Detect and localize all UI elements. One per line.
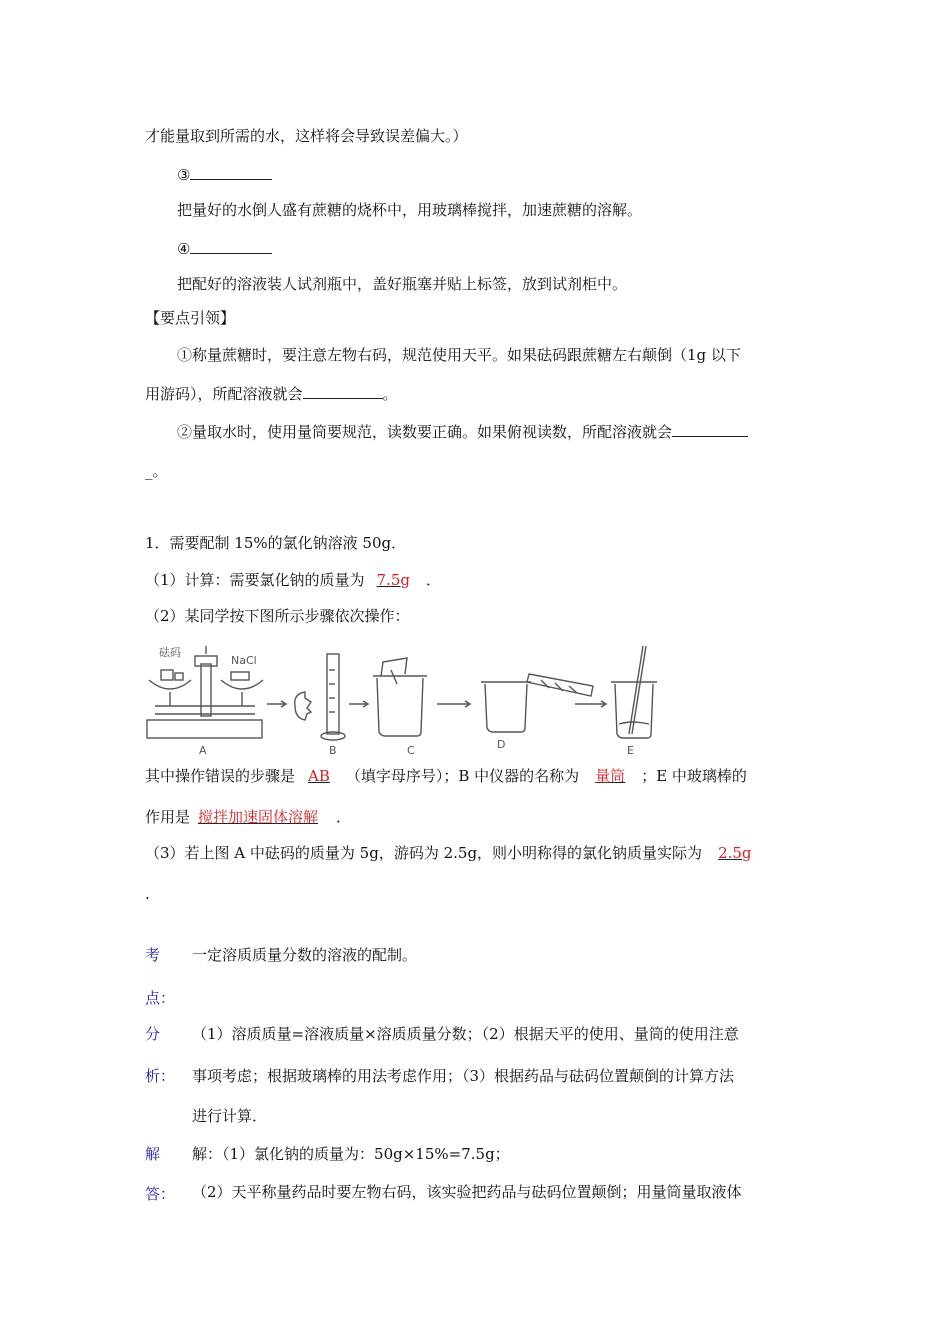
question-part-2: （2）某同学按下图所示步骤依次操作： [145, 607, 410, 625]
blank [303, 382, 383, 399]
text-line: 才能量取到所需的水，这样将会导致误差偏大。） [145, 127, 468, 145]
jieda-label-1: 解 [145, 1145, 161, 1163]
step-3-text: 把量好的水倒人盛有蔗糖的烧杯中，用玻璃棒搅拌，加速蔗糖的溶解。 [177, 201, 643, 219]
fenxi-label-2: 析： [145, 1067, 176, 1085]
weight-label: 砝码 [159, 646, 181, 659]
blank [672, 420, 748, 437]
answer: 7.5g [376, 571, 411, 589]
fenxi-line-3: 进行计算． [192, 1107, 268, 1125]
question-part-1 [145, 570, 441, 590]
fenxi-label-1: 分 [145, 1025, 161, 1043]
step-number: ④ [177, 240, 191, 258]
step-3-number [177, 163, 272, 185]
blank [190, 163, 272, 180]
answer: 搅拌加速固体溶解 [198, 808, 319, 826]
step-4-text: 把配好的溶液装人试剂瓶中，盖好瓶塞并贴上标签，放到试剂柜中。 [177, 275, 628, 293]
kaodian-label-2: 点： [145, 989, 176, 1007]
question-part-3 [145, 843, 752, 863]
keypoint-1-line-1: ①称量蔗糖时，要注意左物右码，规范使用天平。如果砝码跟蔗糖左右颠倒（1g 以下 [177, 346, 741, 364]
question-role-line [145, 807, 351, 827]
nacl-label: NaCl [231, 654, 257, 667]
text: （3）若上图 A 中砝码的质量为 5g，游码为 2.5g，则小明称得的氯化钠质量实际为 [145, 844, 703, 862]
pouring-icon [481, 674, 593, 732]
graduated-cylinder-icon [295, 654, 345, 740]
fenxi-line-2: 事项考虑；根据玻璃棒的用法考虑作用；（3）根据药品与砝码位置颠倒的计算方法 [192, 1067, 735, 1085]
text: （填字母序号）；B 中仪器的名称为 [345, 767, 580, 785]
jieda-label-2: 答： [145, 1185, 176, 1203]
text: 其中操作错误的步骤是 [145, 767, 296, 785]
fenxi-line-1: （1）溶质质量=溶液质量×溶质质量分数；（2）根据天平的使用、量筒的使用注意 [192, 1025, 739, 1043]
question-error-line [145, 766, 747, 786]
keypoint-2-line-2: _。 [145, 462, 168, 480]
lab-steps-figure [145, 640, 675, 758]
section-heading: 【要点引领】 [145, 309, 236, 327]
text: ． [336, 808, 352, 826]
step-label-d: D [497, 738, 506, 751]
text: ②量取水时，使用量筒要规范，读数要正确。如果俯视读数，所配溶液就会 [177, 423, 673, 441]
answer: 2.5g [718, 844, 752, 862]
text: ；E 中玻璃棒的 [641, 767, 747, 785]
beaker-icon [373, 658, 427, 736]
keypoint-1-line-2 [145, 382, 398, 404]
blank [190, 237, 272, 254]
step-label-a: A [199, 744, 207, 757]
step-label-e: E [627, 744, 634, 757]
step-number: ③ [177, 166, 191, 184]
jieda-line-2: （2）天平称量药品时要左物右码，该实验把药品与砝码位置颠倒；用量筒量取液体 [192, 1183, 742, 1201]
question-part-3-end: . [145, 885, 150, 903]
kaodian-label-1: 考 [145, 946, 161, 964]
step-4-number [177, 237, 272, 259]
text: 。 [382, 385, 398, 403]
text: 用游码），所配溶液就会 [145, 385, 303, 403]
text: ． [426, 571, 442, 589]
kaodian-text: 一定溶质质量分数的溶液的配制。 [192, 946, 418, 964]
jieda-line-1: 解：（1）氯化钠的质量为：50g×15%=7.5g； [192, 1145, 510, 1163]
answer: 量筒 [595, 767, 626, 785]
keypoint-2-line-1 [177, 420, 748, 442]
text: 作用是 [145, 808, 191, 826]
answer: AB [308, 767, 330, 785]
step-label-b: B [329, 744, 337, 757]
beaker-stirring-icon [611, 646, 657, 738]
text: （1）计算：需要氯化钠的质量为 [145, 571, 365, 589]
step-label-c: C [407, 744, 415, 757]
question-title: 1．需要配制 15%的氯化钠溶液 50g． [145, 534, 407, 552]
